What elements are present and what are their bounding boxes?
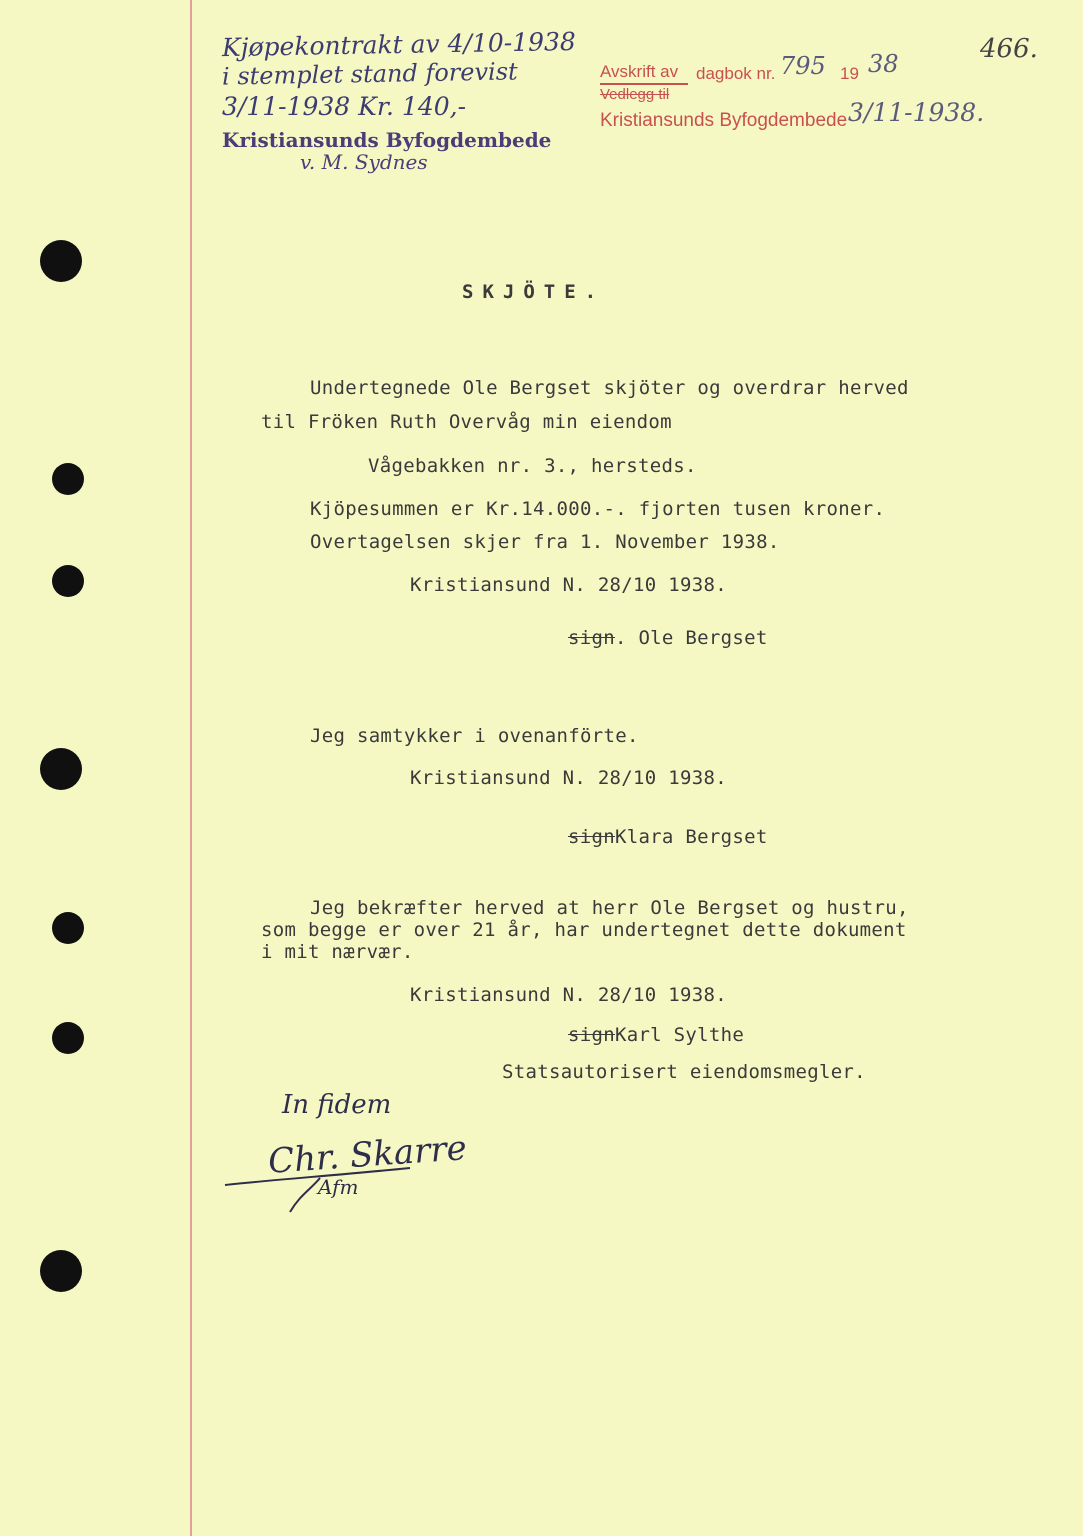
handwritten-note-line2: i stemplet stand forevist	[221, 57, 518, 91]
consent-line: Jeg samtykker i ovenanförte.	[310, 725, 639, 747]
body-line: i mit nærvær.	[261, 941, 414, 963]
signature-flourish	[220, 1150, 440, 1220]
signer-title: Statsautorisert eiendomsmegler.	[502, 1061, 866, 1083]
punch-hole	[52, 912, 84, 944]
body-line: Kjöpesummen er Kr.14.000.-. fjorten tusen kroner.	[310, 498, 886, 520]
body-line: Undertegnede Ole Bergset skjöter og overdrar herved	[310, 377, 909, 399]
date-line: Kristiansund N. 28/10 1938.	[410, 767, 727, 789]
handwritten-signature: Chr. Skarre	[266, 1128, 468, 1182]
punch-hole	[40, 1250, 82, 1292]
office-stamp-name: Kristiansunds Byfogdembede	[222, 128, 552, 152]
registry-year-prefix: 19	[840, 64, 859, 83]
registry-year-suffix: 38	[868, 50, 899, 78]
punch-hole	[52, 463, 84, 495]
date-line: Kristiansund N. 28/10 1938.	[410, 984, 727, 1006]
punch-hole	[52, 565, 84, 597]
registry-office: Kristiansunds Byfogdembede	[600, 110, 848, 131]
body-line: til Fröken Ruth Overvåg min eiendom	[261, 411, 672, 433]
signature-line	[568, 1024, 744, 1046]
handwritten-note-line3: 3/11-1938 Kr. 140,-	[222, 92, 467, 121]
office-stamp-initials: v. M. Sydnes	[300, 150, 428, 174]
body-line: Vågebakken nr. 3., hersteds.	[368, 455, 697, 477]
handwritten-initials: Afm	[318, 1175, 359, 1199]
document-title: SKJÖTE.	[462, 281, 606, 303]
margin-line	[190, 0, 192, 1536]
punch-hole	[40, 240, 82, 282]
signer-name: Karl Sylthe	[614, 1024, 745, 1046]
registry-vedlegg-label: Vedlegg til	[600, 86, 670, 103]
handwritten-note-line1: Kjøpekontrakt av 4/10-1938	[221, 26, 577, 63]
signer-name: . Ole Bergset	[614, 627, 768, 649]
sign-word: sign	[568, 627, 615, 649]
signature-line	[568, 627, 768, 649]
body-line: Jeg bekræfter herved at herr Ole Bergset og hustru,	[310, 897, 909, 919]
punch-hole	[40, 748, 82, 790]
sign-word: sign	[568, 826, 615, 848]
sign-word: sign	[568, 1024, 615, 1046]
body-line: som begge er over 21 år, har undertegnet dette dokument	[261, 919, 907, 941]
body-line: Overtagelsen skjer fra 1. November 1938.	[310, 531, 780, 553]
handwritten-in-fidem: In fidem	[282, 1090, 392, 1120]
registry-avskrift-label: Avskrift av	[600, 62, 679, 81]
date-line: Kristiansund N. 28/10 1938.	[410, 574, 727, 596]
signer-name: Klara Bergset	[614, 826, 768, 848]
punch-hole	[52, 1022, 84, 1054]
registry-dagbok-number: 795	[780, 52, 826, 80]
registry-underline	[600, 83, 688, 85]
registry-date: 3/11-1938.	[848, 98, 985, 127]
page-number: 466.	[980, 34, 1038, 64]
registry-dagbok-label: dagbok nr.	[696, 64, 776, 83]
signature-line	[568, 826, 768, 848]
